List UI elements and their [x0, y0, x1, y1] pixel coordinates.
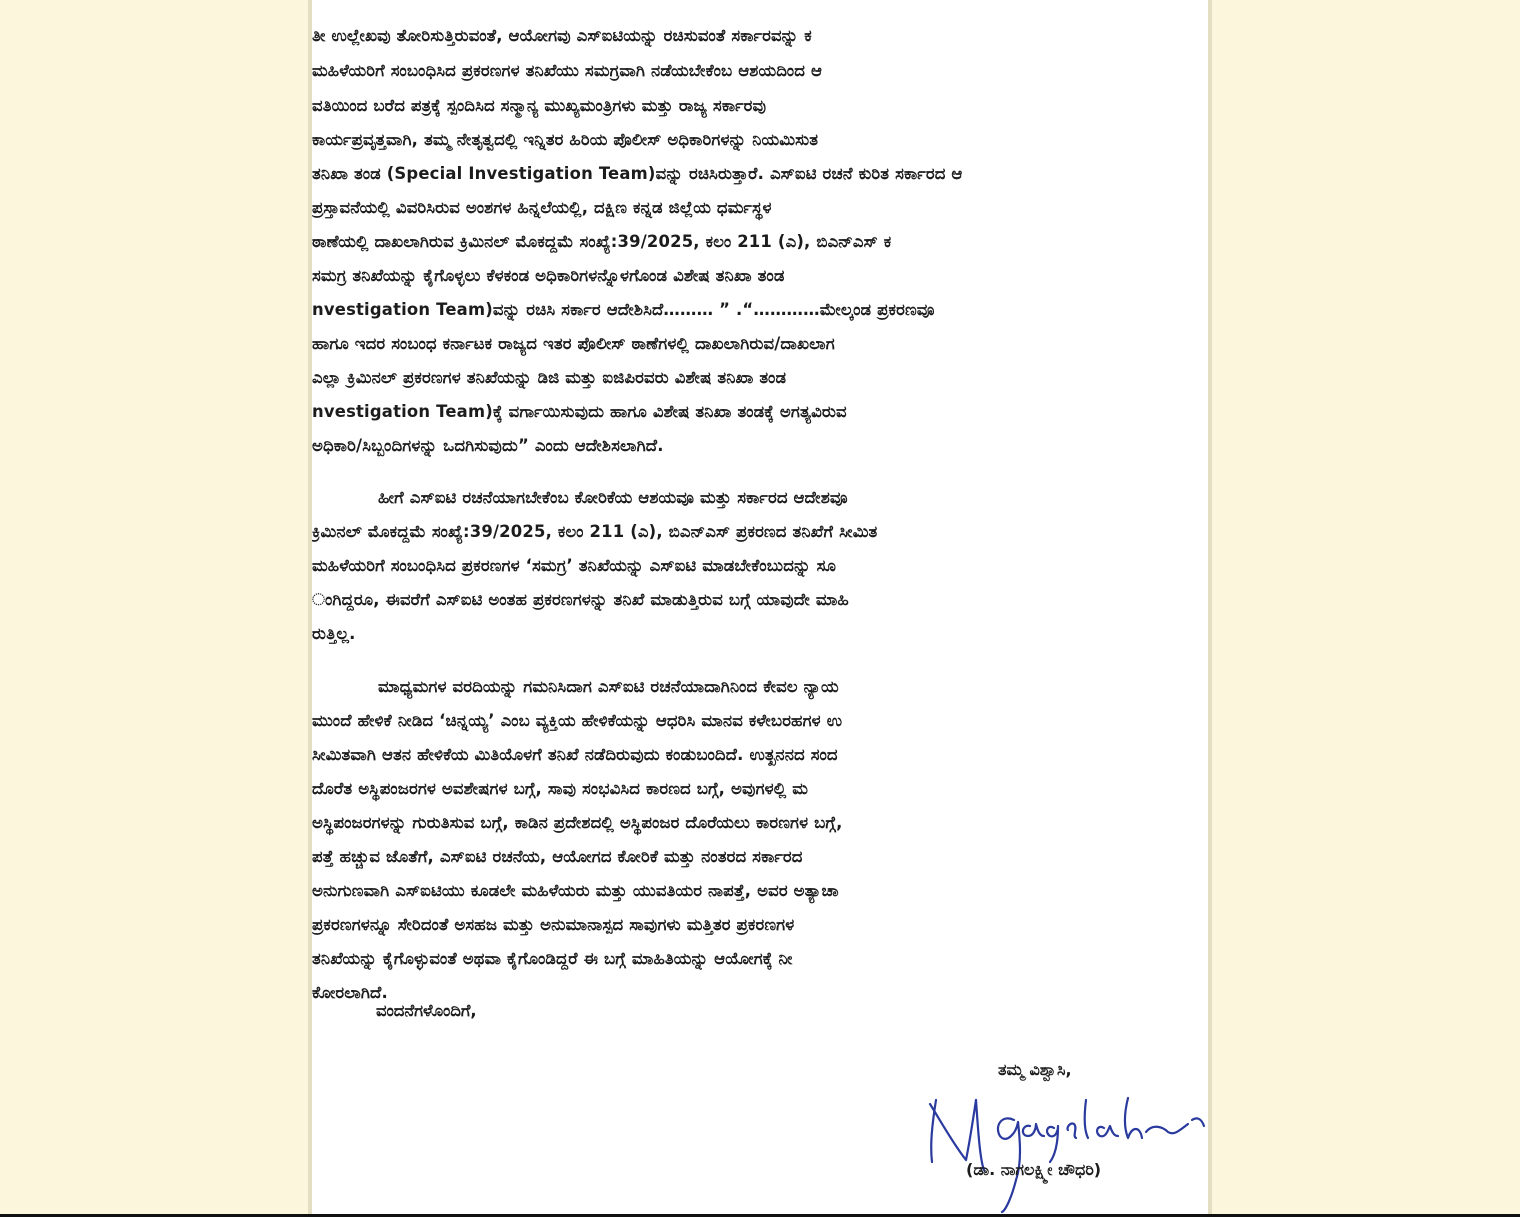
text-line: ಮಹಿಳೆಯರಿಗೆ ಸಂಬಂಧಿಸಿದ ಪ್ರಕರಣಗಳ ‘ಸಮಗ್ರ’ ತನಿಖೆಯನ್ನು ಎಸ್‌ಐಟಿ ಮಾಡಬೇಕೆಂಬುದನ್ನು ಸೂ	[312, 556, 836, 575]
text-line: ಸಮಗ್ರ ತನಿಖೆಯನ್ನು ಕೈಗೊಳ್ಳಲು ಕೆಳಕಂಡ ಅಧಿಕಾರಿಗಳನ್ನೊಳಗೊಂಡ ವಿಶೇಷ ತನಿಖಾ ತಂಡ	[312, 266, 785, 285]
signer-name: (ಡಾ. ನಾಗಲಕ್ಷ್ಮೀ ಚೌಧರಿ)	[966, 1160, 1102, 1179]
text-line: ಹಾಗೂ ಇದರ ಸಂಬಂಧ ಕರ್ನಾಟಕ ರಾಜ್ಯದ ಇತರ ಪೊಲೀಸ್ ಠಾಣೆಗಳಲ್ಲಿ ದಾಖಲಾಗಿರುವ/ದಾಖಲಾಗ	[312, 334, 835, 353]
text-line: ಪ್ರಸ್ತಾವನೆಯಲ್ಲಿ ವಿವರಿಸಿರುವ ಅಂಶಗಳ ಹಿನ್ನಲೆಯಲ್ಲಿ, ದಕ್ಷಿಣ ಕನ್ನಡ ಜಿಲ್ಲೆಯ ಧರ್ಮಸ್ಥಳ	[312, 198, 772, 217]
text-line: ತೀ ಉಲ್ಲೇಖವು ತೋರಿಸುತ್ತಿರುವಂತೆ, ಆಯೋಗವು ಎಸ್‌ಐಟಿಯನ್ನು ರಚಿಸುವಂತೆ ಸರ್ಕಾರವನ್ನು ಕ	[312, 26, 812, 45]
text-line: nvestigation Team)ವನ್ನು ರಚಿಸಿ ಸರ್ಕಾರ ಆದೇಶಿಸಿದೆ……… ” .“…………ಮೇಲ್ಕಂಡ ಪ್ರಕರಣವೂ	[312, 300, 935, 319]
text-line: ಕೋರಲಾಗಿದೆ.	[312, 983, 388, 1002]
text-line: ಂಗಿದ್ದರೂ, ಈವರೆಗೆ ಎಸ್‌ಐಟಿ ಅಂತಹ ಪ್ರಕರಣಗಳನ್ನು ತನಿಖೆ ಮಾಡುತ್ತಿರುವ ಬಗ್ಗೆ ಯಾವುದೇ ಮಾಹಿ	[312, 590, 849, 609]
text-line: ತನಿಖಾ ತಂಡ (Special Investigation Team)ವನ್ನು ರಚಿಸಿರುತ್ತಾರೆ. ಎಸ್‌ಐಟಿ ರಚನೆ ಕುರಿತ ಸರ್ಕಾರದ ಆ	[312, 164, 963, 183]
text-line: ಮಹಿಳೆಯರಿಗೆ ಸಂಬಂಧಿಸಿದ ಪ್ರಕರಣಗಳ ತನಿಖೆಯು ಸಮಗ್ರವಾಗಿ ನಡೆಯಬೇಕೆಂಬ ಆಶಯದಿಂದ ಆ	[312, 61, 822, 80]
right-page-border	[1208, 0, 1212, 1217]
text-line: ಅಧಿಕಾರಿ/ಸಿಬ್ಬಂದಿಗಳನ್ನು ಒದಗಿಸುವುದು” ಎಂದು ಆದೇಶಿಸಲಾಗಿದೆ.	[312, 436, 664, 455]
text-line: ಸೀಮಿತವಾಗಿ ಆತನ ಹೇಳಿಕೆಯ ಮಿತಿಯೊಳಗೆ ತನಿಖೆ ನಡೆದಿರುವುದು ಕಂಡುಬಂದಿದೆ. ಉತ್ಖನನದ ಸಂದ	[312, 745, 838, 764]
letter-page	[312, 0, 1208, 1214]
text-line: ಮುಂದೆ ಹೇಳಿಕೆ ನೀಡಿದ ‘ಚಿನ್ನಯ್ಯ’ ಎಂಬ ವ್ಯಕ್ತಿಯ ಹೇಳಿಕೆಯನ್ನು ಆಧರಿಸಿ ಮಾನವ ಕಳೇಬರಹಗಳ ಉ	[312, 711, 843, 730]
yours-faithfully: ತಮ್ಮ ವಿಶ್ವಾಸಿ,	[998, 1060, 1072, 1079]
handwritten-signature	[918, 1070, 1208, 1214]
text-line: ಪತ್ತೆ ಹಚ್ಚುವ ಜೊತೆಗೆ, ಎಸ್‌ಐಟಿ ರಚನೆಯ, ಆಯೋಗದ ಕೋರಿಕೆ ಮತ್ತು ನಂತರದ ಸರ್ಕಾರದ	[312, 847, 803, 866]
text-line: ಠಾಣೆಯಲ್ಲಿ ದಾಖಲಾಗಿರುವ ಕ್ರಿಮಿನಲ್ ಮೊಕದ್ದಮೆ ಸಂಖ್ಯೆ:39/2025, ಕಲಂ 211 (ಎ), ಬಿಎನ್‌ಎಸ್ ಕ	[312, 232, 892, 251]
text-line: ಕಾರ್ಯಪ್ರವೃತ್ತವಾಗಿ, ತಮ್ಮ ನೇತೃತ್ವದಲ್ಲಿ ಇನ್ನಿತರ ಹಿರಿಯ ಪೊಲೀಸ್ ಅಧಿಕಾರಿಗಳನ್ನು ನಿಯಮಿಸುತ	[312, 130, 819, 149]
text-line: ಹೀಗೆ ಎಸ್‌ಐಟಿ ರಚನೆಯಾಗಬೇಕೆಂಬ ಕೋರಿಕೆಯ ಆಶಯವೂ ಮತ್ತು ಸರ್ಕಾರದ ಆದೇಶವೂ	[378, 488, 848, 507]
text-line: ಎಲ್ಲಾ ಕ್ರಿಮಿನಲ್ ಪ್ರಕರಣಗಳ ತನಿಖೆಯನ್ನು ಡಿಜಿ ಮತ್ತು ಐಜಿಪಿರವರು ವಿಶೇಷ ತನಿಖಾ ತಂಡ	[312, 368, 787, 387]
text-line: ಅನುಗುಣವಾಗಿ ಎಸ್‌ಐಟಿಯು ಕೂಡಲೇ ಮಹಿಳೆಯರು ಮತ್ತು ಯುವತಿಯರ ನಾಪತ್ತೆ, ಅವರ ಅತ್ಯಾಚಾ	[312, 881, 839, 900]
text-line: ದೊರೆತ ಅಸ್ಥಿಪಂಜರಗಳ ಅವಶೇಷಗಳ ಬಗ್ಗೆ, ಸಾವು ಸಂಭವಿಸಿದ ಕಾರಣದ ಬಗ್ಗೆ, ಅವುಗಳಲ್ಲಿ ಮ	[312, 779, 809, 798]
text-line: ಅಸ್ಥಿಪಂಜರಗಳನ್ನು ಗುರುತಿಸುವ ಬಗ್ಗೆ, ಕಾಡಿನ ಪ್ರದೇಶದಲ್ಲಿ ಅಸ್ಥಿಪಂಜರ ದೊರೆಯಲು ಕಾರಣಗಳ ಬಗ್ಗೆ,	[312, 813, 843, 832]
text-line: ರುತ್ತಿಲ್ಲ.	[312, 624, 356, 643]
closing-salutation: ವಂದನೆಗಳೊಂದಿಗೆ,	[376, 1001, 477, 1020]
text-line: ಕ್ರಿಮಿನಲ್ ಮೊಕದ್ದಮೆ ಸಂಖ್ಯೆ:39/2025, ಕಲಂ 211 (ಎ), ಬಿಎನ್‌ಎಸ್ ಪ್ರಕರಣದ ತನಿಖೆಗೆ ಸೀಮಿತ	[312, 522, 878, 541]
text-line: ತನಿಖೆಯನ್ನು ಕೈಗೊಳ್ಳುವಂತೆ ಅಥವಾ ಕೈಗೊಂಡಿದ್ದರೆ ಈ ಬಗ್ಗೆ ಮಾಹಿತಿಯನ್ನು ಆಯೋಗಕ್ಕೆ ನೀ	[312, 949, 793, 968]
text-line: ಪ್ರಕರಣಗಳನ್ನೂ ಸೇರಿದಂತೆ ಅಸಹಜ ಮತ್ತು ಅನುಮಾನಾಸ್ಪದ ಸಾವುಗಳು ಮತ್ತಿತರ ಪ್ರಕರಣಗಳ	[312, 915, 795, 934]
text-line: nvestigation Team)ಕ್ಕೆ ವರ್ಗಾಯಿಸುವುದು ಹಾಗೂ ವಿಶೇಷ ತನಿಖಾ ತಂಡಕ್ಕೆ ಅಗತ್ಯವಿರುವ	[312, 402, 847, 421]
text-line: ಮಾಧ್ಯಮಗಳ ವರದಿಯನ್ನು ಗಮನಿಸಿದಾಗ ಎಸ್‌ಐಟಿ ರಚನೆಯಾದಾಗಿನಿಂದ ಕೇವಲ ನ್ಯಾಯ	[378, 677, 839, 696]
text-line: ವತಿಯಿಂದ ಬರೆದ ಪತ್ರಕ್ಕೆ ಸ್ಪಂದಿಸಿದ ಸನ್ಮಾನ್ಯ ಮುಖ್ಯಮಂತ್ರಿಗಳು ಮತ್ತು ರಾಜ್ಯ ಸರ್ಕಾರವು	[312, 96, 767, 115]
